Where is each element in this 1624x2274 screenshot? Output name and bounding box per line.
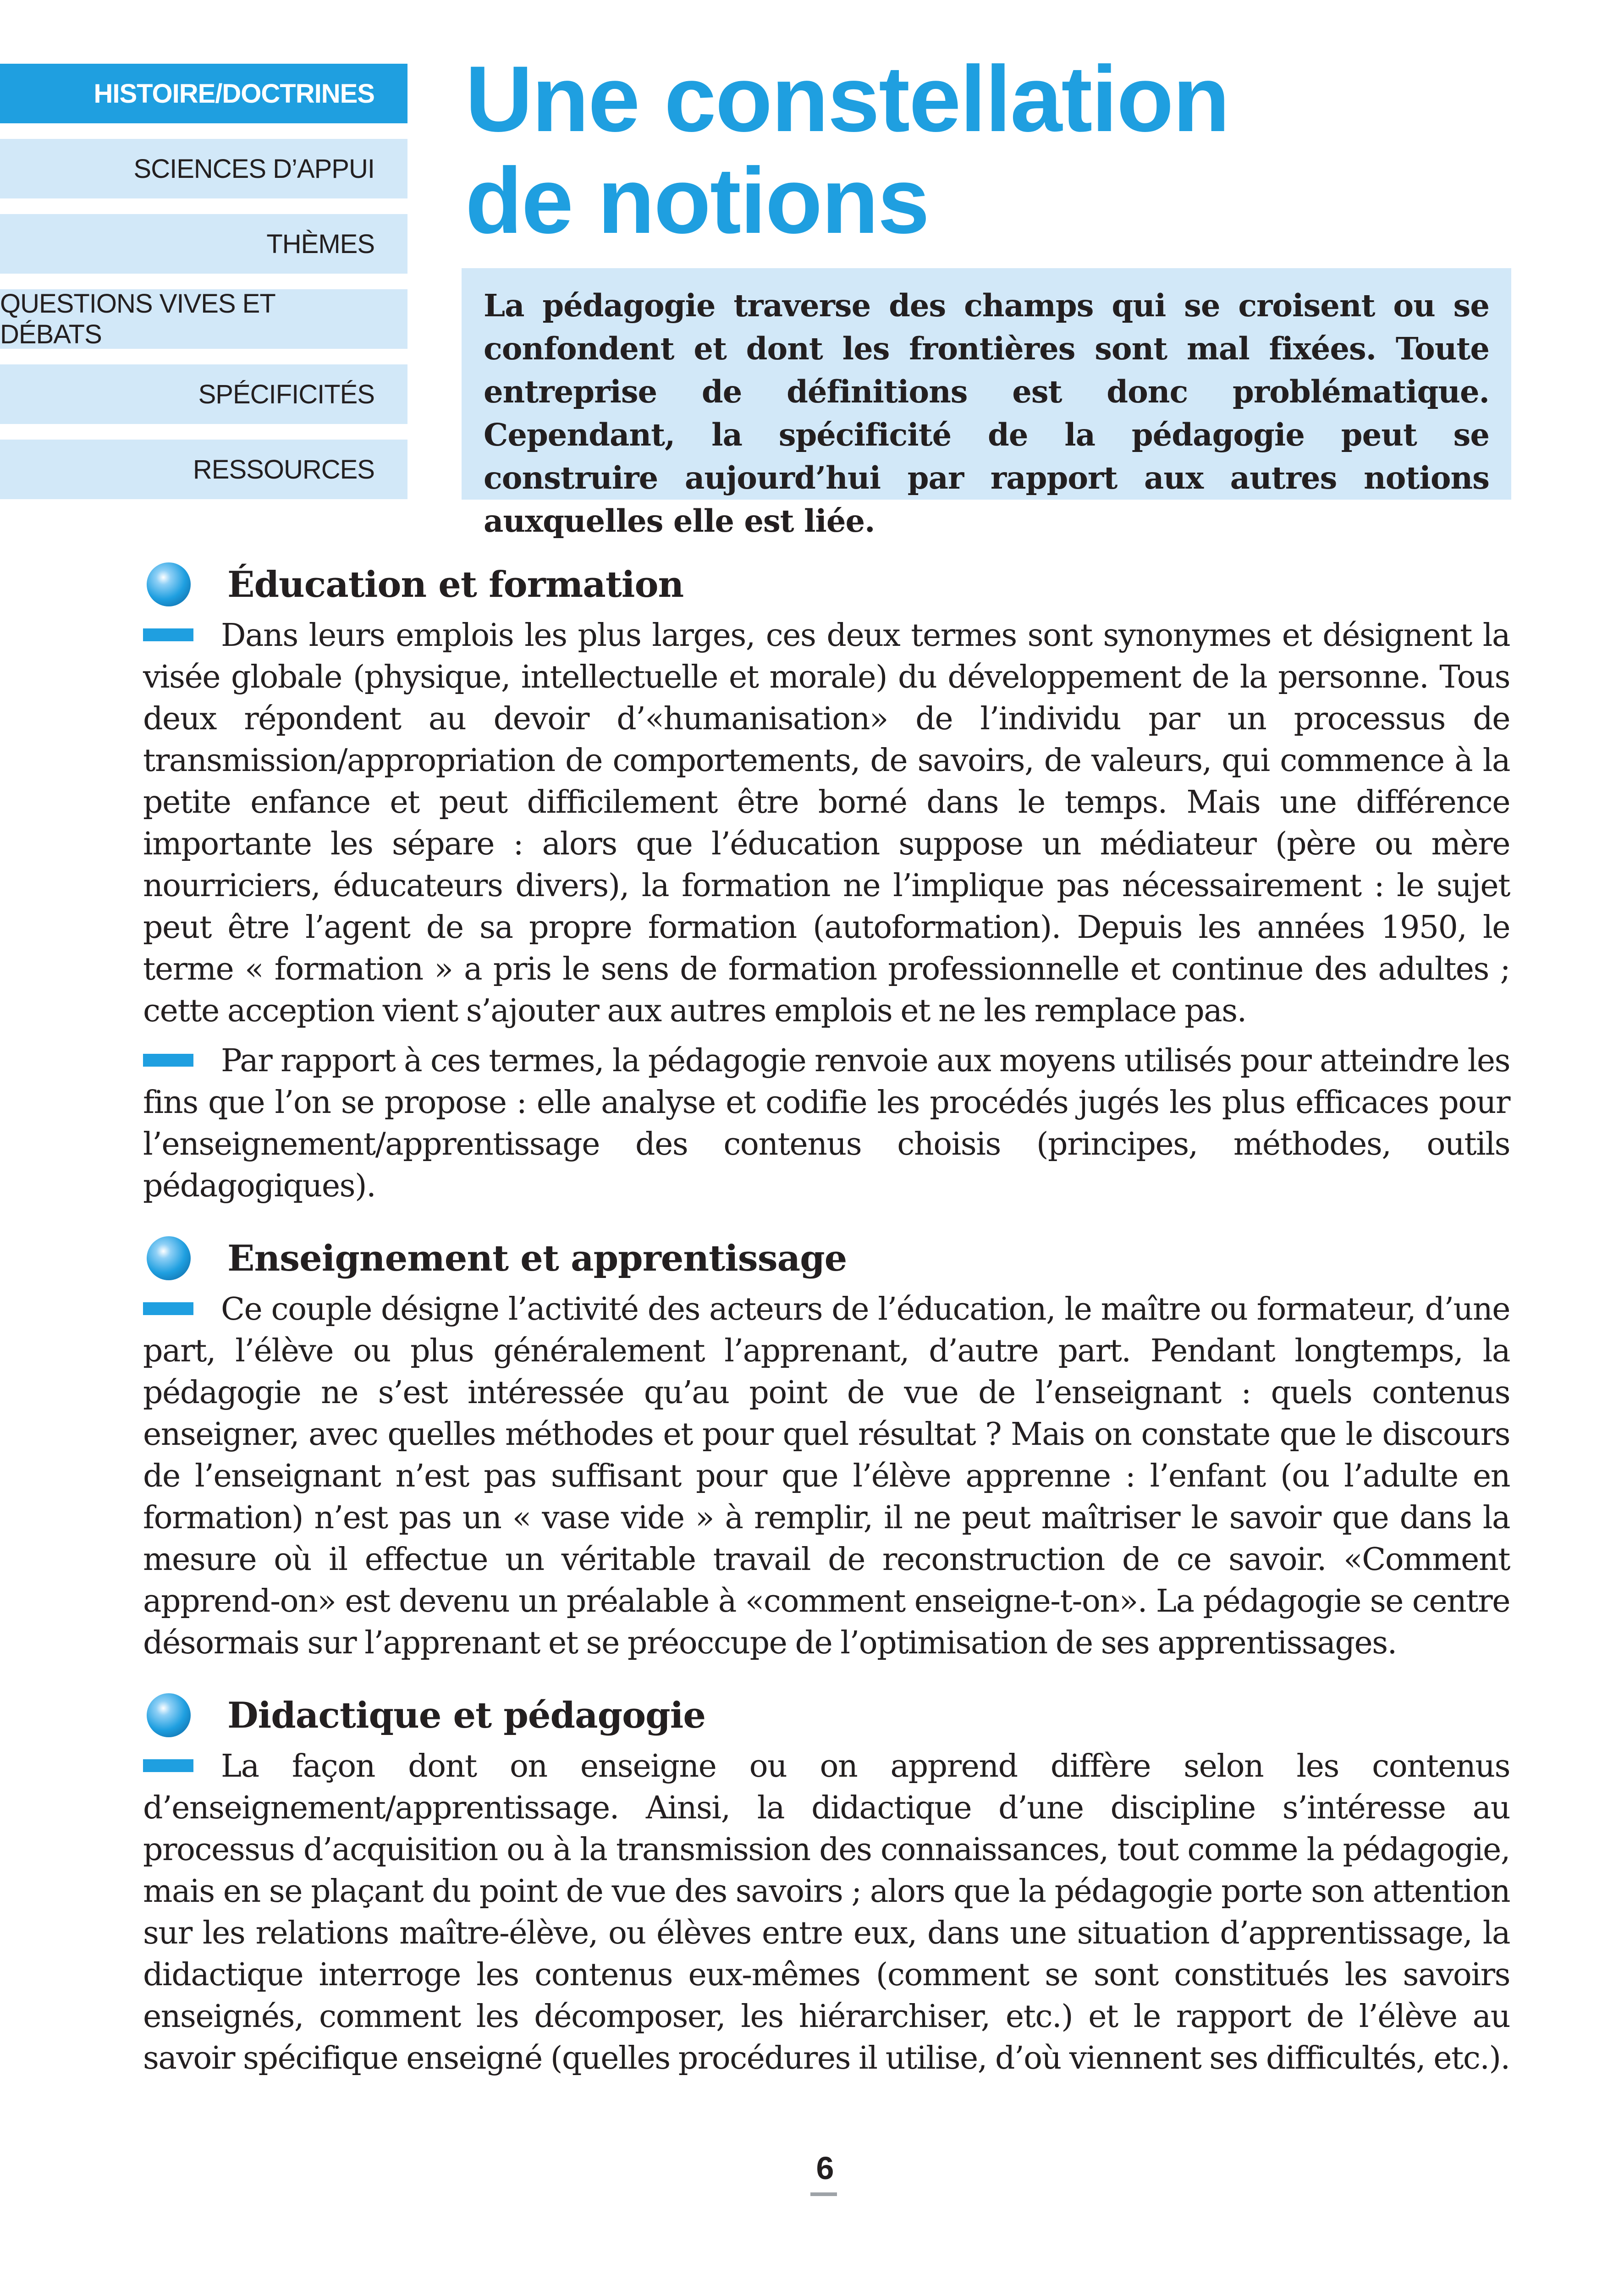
page-title-line-2: de notions (465, 149, 929, 253)
nav-item-ressources[interactable]: RESSOURCES (0, 440, 407, 499)
blue-sphere-bullet-icon (147, 562, 191, 606)
page-number-rule (810, 2192, 837, 2196)
blue-sphere-bullet-icon (147, 1236, 191, 1280)
nav-item-themes[interactable]: THÈMES (0, 214, 407, 274)
section-education-formation (143, 557, 1510, 1207)
paragraph-text: Ce couple désigne l’activité des acteurs de l’éducation, le maître ou formateur, d’une part, l’élève ou plus généralement l’apprenant, d’autre part. Pendant longtemps, la pédagogie ne s’est intéressée qu’au point de vue de l’enseignant : quels contenus enseigner, avec quelles méthodes et pour quel résultat ? Mais on constate que le discours de l’enseignant n’est pas suffisant pour que l’élève apprenne : l’enfant (ou l’adulte en formation) n’est pas un « vase vide » à remplir, il ne peut maîtriser le savoir que dans la mesure où il effectue un véritable travail de reconstruction de ce savoir. «Comment apprend-on» est devenu un préalable à «comment enseigne-t-on». La pédagogie se centre désormais sur l’apprenant et se préoccupe de l’optimisation de ses apprentissages. (143, 1291, 1510, 1661)
nav-item-questions-vives[interactable]: QUESTIONS VIVES ET DÉBATS (0, 289, 407, 349)
section-title: Enseignement et apprentissage (227, 1237, 847, 1279)
paragraph (143, 1040, 1510, 1207)
section-title: Didactique et pédagogie (227, 1694, 705, 1736)
nav-item-specificites[interactable]: SPÉCIFICITÉS (0, 364, 407, 424)
page-title (465, 48, 1565, 252)
section-didactique-pedagogie (143, 1688, 1510, 2079)
page-number: 6 (816, 2150, 834, 2186)
paragraph (143, 1288, 1510, 1664)
paragraph-text: Dans leurs emplois les plus larges, ces deux termes sont synonymes et désignent la visée globale (physique, intellectuelle et morale) du développement de la personne. Tous deux répondent au devoir d’«humanisation» de l’individu par un processus de transmission/appropriation de comportements, de savoirs, de valeurs, qui commence à la petite enfance et peut difficilement être borné dans le temps. Mais une différence importante les sépare : alors que l’éducation suppose un médiateur (père ou mère nourriciers, éducateurs divers), la formation ne l’implique pas nécessairement : le sujet peut être l’agent de sa propre formation (autoformation). Depuis les années 1950, le terme « formation » a pris le sens de formation professionnelle et continue des adultes ; cette acception vient s’ajouter aux autres emplois et ne les remplace pas. (143, 617, 1510, 1029)
blue-dash-icon (143, 628, 193, 641)
paragraph-text: La façon dont on enseigne ou on apprend diffère selon les contenus d’enseignement/apprentissage. Ainsi, la didactique d’une discipline s’intéresse au processus d’acquisition ou à la transmission des connaissances, tout comme la pédagogie, mais en se plaçant du point de vue des savoirs ; alors que la pédagogie porte son attention sur les relations maître-élève, ou élèves entre eux, dans une situation d’apprentissage, la didactique interroge les contenus eux-mêmes (comment se sont constitués les savoirs enseignés, comment les décomposer, les hiérarchiser, etc.) et le rapport de l’élève au savoir spécifique enseigné (quelles procédures il utilise, d’où viennent ses difficultés, etc.). (143, 1748, 1510, 2076)
paragraph (143, 615, 1510, 1032)
section-title: Éducation et formation (227, 563, 684, 606)
article-body (143, 557, 1510, 2103)
section-heading (147, 1688, 1510, 1743)
nav-item-histoire-doctrines[interactable]: HISTOIRE/DOCTRINES (0, 64, 407, 123)
section-heading (147, 1231, 1510, 1286)
blue-dash-icon (143, 1054, 193, 1067)
blue-dash-icon (143, 1759, 193, 1772)
blue-sphere-bullet-icon (147, 1693, 191, 1737)
intro-box: La pédagogie traverse des champs qui se croisent ou se confondent et dont les frontières sont mal fixées. Toute entreprise de définitions est donc problématique. Cependant, la spécificité de la pédagogie peut se construire aujourd’hui par rapport aux autres notions auxquelles elle est liée. (462, 268, 1511, 500)
section-enseignement-apprentissage (143, 1231, 1510, 1664)
page-title-line-1: Une constellation (465, 47, 1229, 151)
paragraph (143, 1745, 1510, 2079)
blue-dash-icon (143, 1302, 193, 1315)
nav-item-sciences-appui[interactable]: SCIENCES D’APPUI (0, 139, 407, 198)
section-heading (147, 557, 1510, 612)
section-navigation (0, 64, 407, 515)
paragraph-text: Par rapport à ces termes, la pédagogie renvoie aux moyens utilisés pour atteindre les fins que l’on se propose : elle analyse et codifie les procédés jugés les plus efficaces pour l’enseignement/apprentissage des contenus choisis (principes, méthodes, outils pédagogiques). (143, 1043, 1510, 1204)
